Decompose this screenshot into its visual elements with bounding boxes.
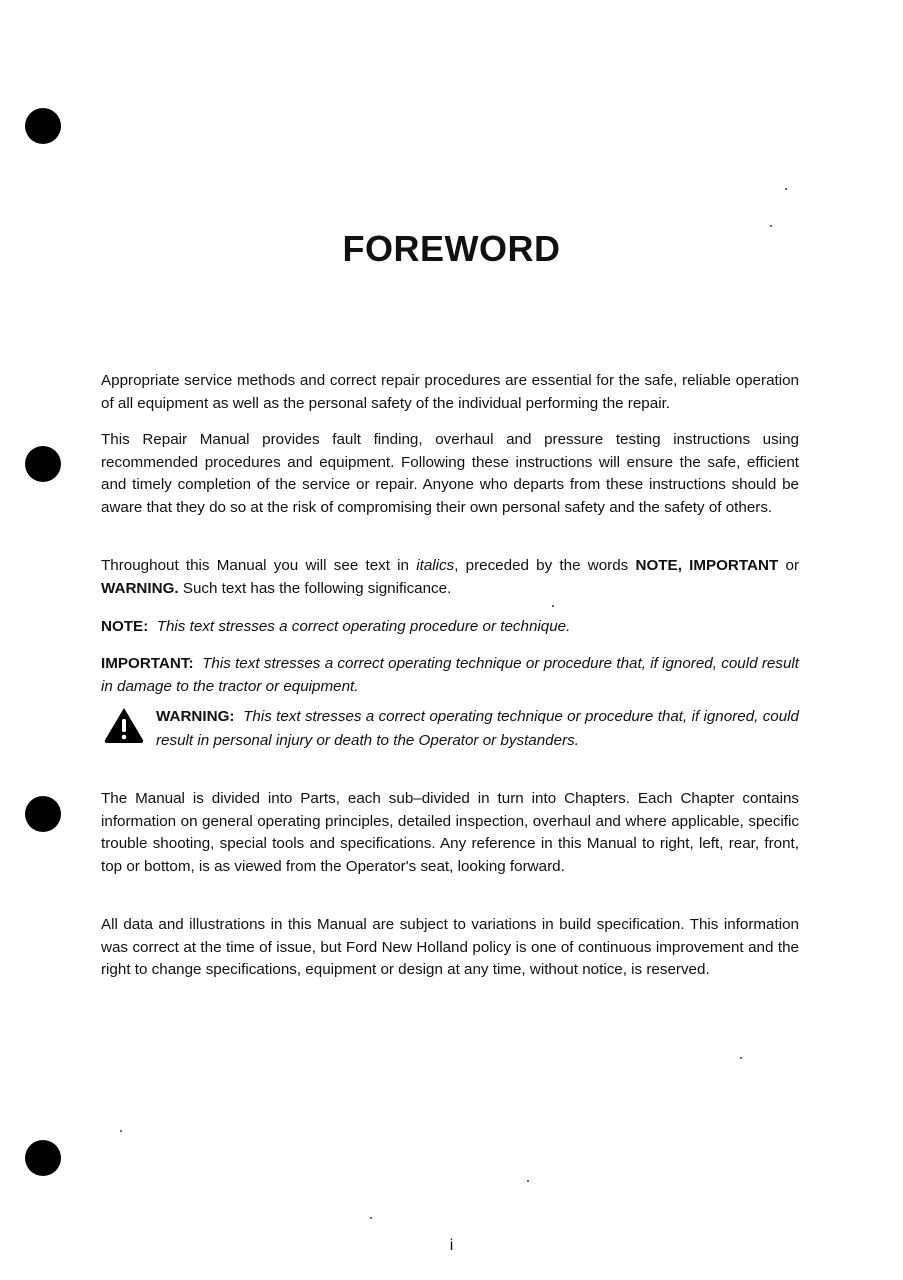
paragraph-intro: Appropriate service methods and correct repair procedures are essential for the safe, reliable operation of all equipment as well as the personal safety of the individual performing the repair. [101,372,799,412]
paragraph-manual-purpose: This Repair Manual provides fault finding, overhaul and pressure testing instructions using recommended procedures and equipment. Following these instructions will ensure the safe, efficient and timely completion of the service or repair. Anyone who departs from these instructions should be aware that they do so at the risk of compromising their own personal safety and the safety of others. [101,431,799,516]
italic-word: italics [416,557,455,574]
paragraph-text-conventions [101,555,799,600]
warning-block [156,705,799,752]
paragraph-manual-structure: The Manual is divided into Parts, each sub–divided in turn into Chapters. Each Chapter contains information on general operating principles, detailed inspection, overhaul and where applicable, specific trouble shooting, special tools and specifications. Any reference in this Manual to right, left, rear, front, top or bottom, is as viewed from the Operator's seat, looking forward. [101,790,799,875]
text: Such text has the following significance. [178,579,452,597]
warning-text: This text stresses a correct operating technique or procedure that, if ignored, could result in personal injury or death to the Operator or bystanders. [156,708,799,749]
text: Throughout this Manual you will see text in [101,557,417,574]
scan-speck [552,605,554,607]
page-number: i [449,1237,454,1254]
important-label: IMPORTANT: [101,655,194,672]
scan-speck [770,225,772,227]
scan-speck [740,1057,742,1059]
important-text: This text stresses a correct operating technique or procedure that, if ignored, could result in damage to the tractor or equipment. [101,655,799,695]
warning-triangle-icon [103,706,145,744]
binder-hole-2 [25,446,61,482]
scan-speck [370,1217,372,1219]
scan-speck [120,1130,122,1132]
text: or [778,557,799,574]
scan-speck [785,188,787,190]
warning-label: WARNING: [156,708,235,725]
important-block [101,653,799,698]
paragraph-disclaimer: All data and illustrations in this Manual are subject to variations in build specification. This information was correct at the time of issue, but Ford New Holland policy is one of continuous improvement and the right to change specifications, equipment or design at any time, without notice, is reserved. [101,916,799,978]
page-title: FOREWORD [342,228,561,269]
bold-keyword-warning: WARNING. [101,579,179,597]
note-label: NOTE: [101,618,149,635]
note-text: This text stresses a correct operating procedure or technique. [156,618,571,635]
note-block [101,616,799,639]
binder-hole-4 [25,1140,61,1176]
text: , preceded by the words [454,557,636,574]
binder-hole-1 [25,108,61,144]
bold-keywords: NOTE, IMPORTANT [635,557,779,574]
binder-hole-3 [25,796,61,832]
scan-speck [527,1180,529,1182]
